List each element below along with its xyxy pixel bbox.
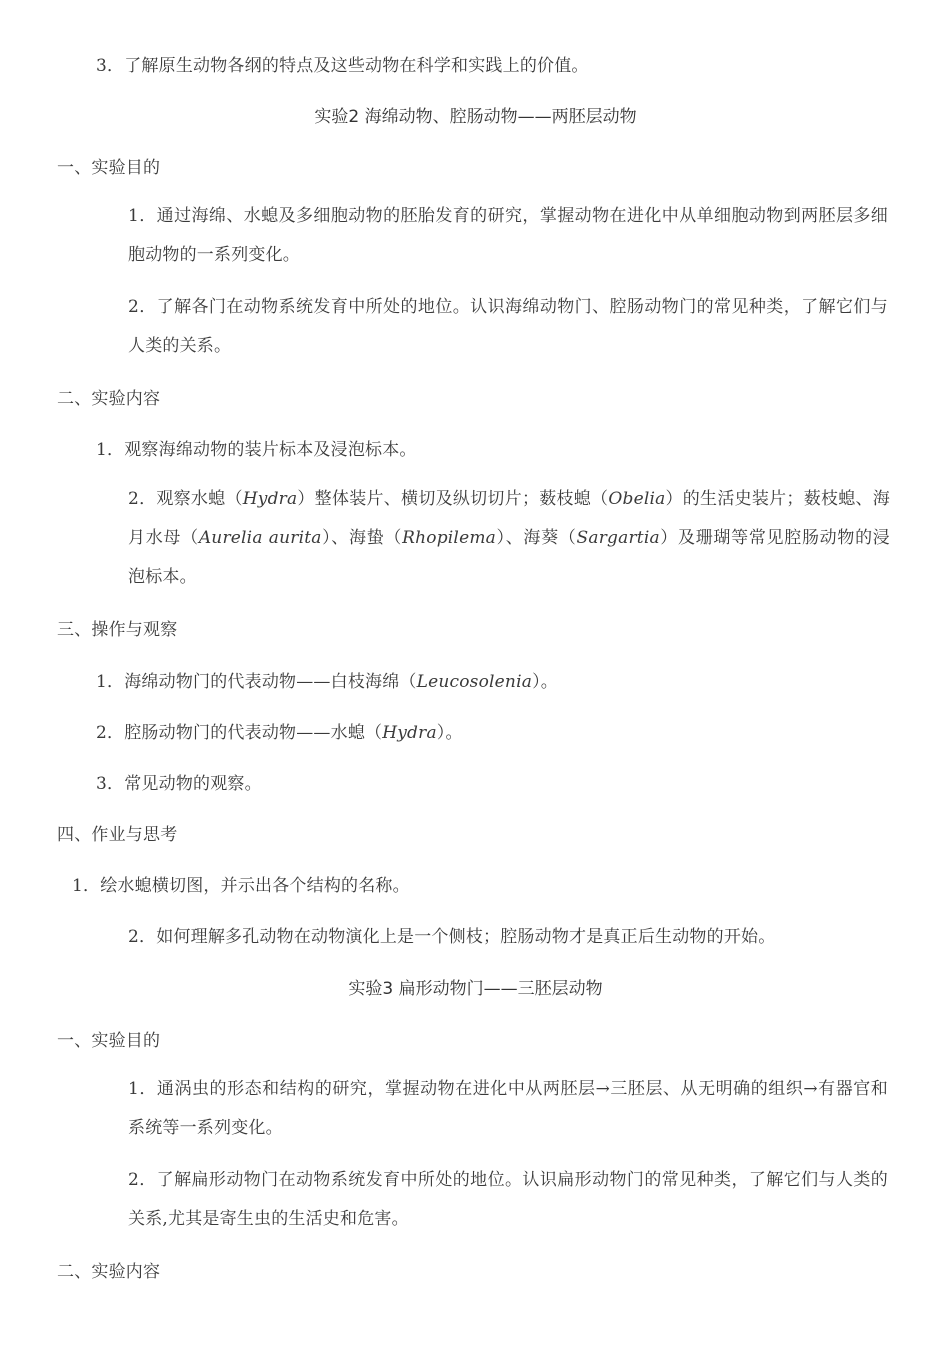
objective-line-3: 3．了解原生动物各纲的特点及这些动物在科学和实践上的价值。 [96,56,589,76]
objective-paragraph-2: 2．了解各门在动物系统发育中所处的地位。认识海绵动物门、腔肠动物门的常见种类，了解它们与人类的关系。 [128,297,888,356]
homework-item-1: 1．绘水螅横切图，并示出各个结构的名称。 [72,876,410,896]
operation-item-1: 1．海绵动物门的代表动物——白枝海绵（Leucosolenia）。 [96,672,558,692]
objective-3-paragraph-1: 1．通涡虫的形态和结构的研究，掌握动物在进化中从两胚层→三胚层、从无明确的组织→有器官和系统等一系列变化。 [128,1079,888,1138]
objective-3-paragraph-2: 2．了解扁形动物门在动物系统发育中所处的地位。认识扁形动物门的常见种类，了解它们与人类的关系,尤其是寄生虫的生活史和危害。 [128,1170,888,1229]
section-title-homework: 四、作业与思考 [57,825,178,845]
objective-paragraph-1: 1．通过海绵、水螅及多细胞动物的胚胎发育的研究，掌握动物在进化中从单细胞动物到两胚层多细胞动物的一系列变化。 [128,206,888,265]
section-title-objectives: 一、实验目的 [57,158,161,178]
operation-item-2: 2．腔肠动物门的代表动物——水螅（Hydra）。 [96,723,463,743]
content-item-2: 2．观察水螅（Hydra）整体装片、横切及纵切切片；薮枝螅（Obelia）的生活史装片；薮枝螅、海月水母（Aurelia aurita）、海蛰（Rhopilema）、海葵（Sargartia）及珊瑚等常见腔肠动物的浸泡标本。 [128,489,891,587]
section-title-contents-3: 二、实验内容 [57,1262,161,1282]
section-title-operation: 三、操作与观察 [57,620,178,640]
experiment-2-title: 实验2 海绵动物、腔肠动物——两胚层动物 [314,107,637,127]
experiment-3-title: 实验3 扁形动物门——三胚层动物 [348,979,603,999]
content-item-1: 1．观察海绵动物的装片标本及浸泡标本。 [96,440,417,460]
section-title-objectives-3: 一、实验目的 [57,1031,161,1051]
section-title-contents: 二、实验内容 [57,389,161,409]
operation-item-3: 3．常见动物的观察。 [96,774,262,794]
homework-item-2: 2．如何理解多孔动物在动物演化上是一个侧枝；腔肠动物才是真正后生动物的开始。 [128,927,776,947]
